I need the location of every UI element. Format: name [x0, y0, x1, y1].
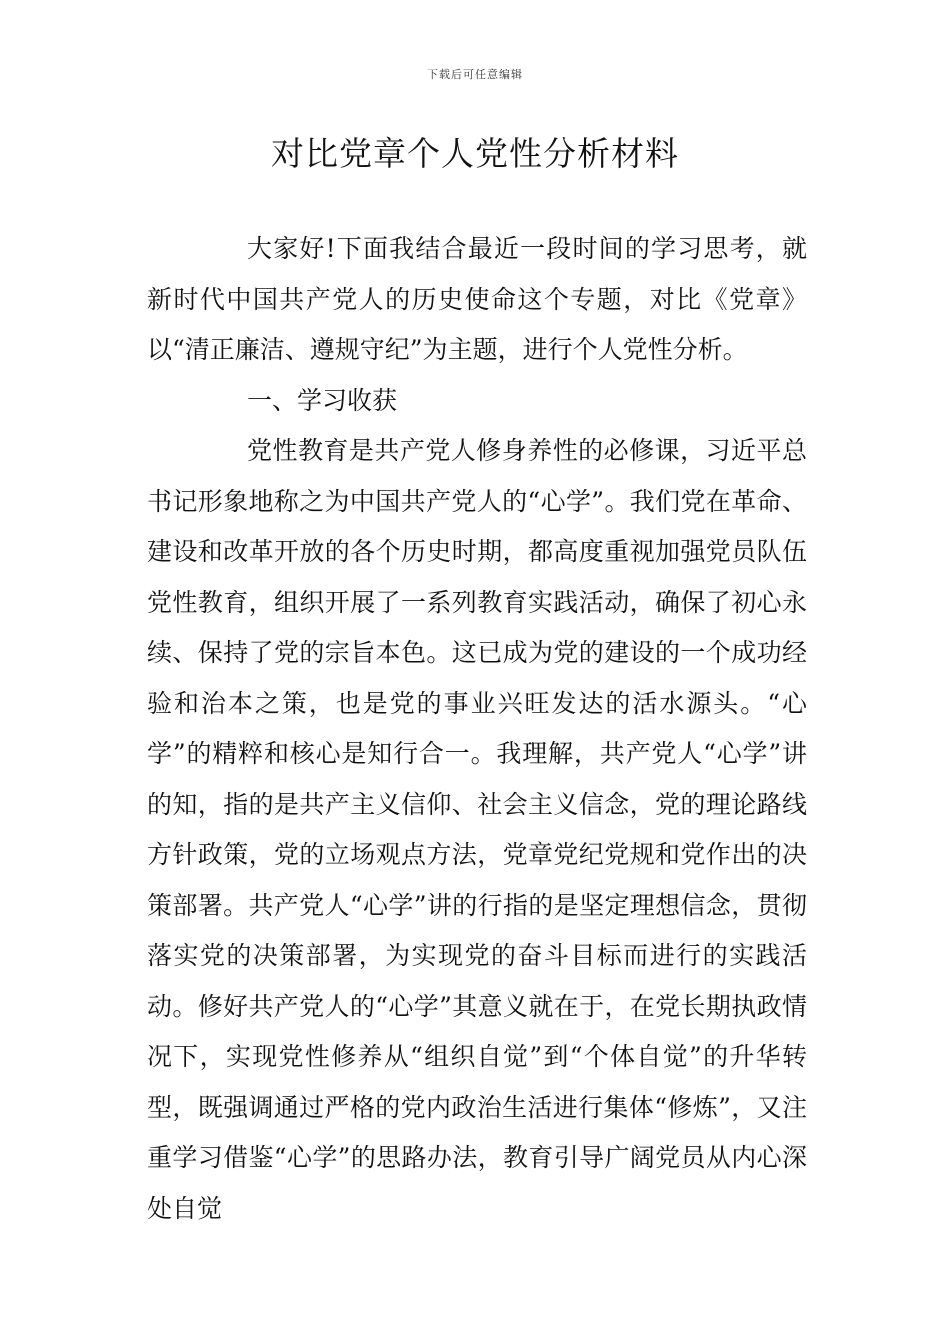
- paragraph-intro: 大家好!下面我结合最近一段时间的学习思考，就新时代中国共产党人的历史使命这个专题，对比《党章》以“清正廉洁、遵规守纪”为主题，进行个人党性分析。: [147, 234, 807, 364]
- paragraph-party-spirit: 党性教育是共产党人修身养性的必修课，习近平总书记形象地称之为中国共产党人的“心学”。我们党在革命、建设和改革开放的各个历史时期，都高度重视加强党员队伍党性教育，组织开展了一系列教育实践活动，确保了初心永续、保持了党的宗旨本色。这已成为党的建设的一个成功经验和治本之策，也是党的事业兴旺发达的活水源头。“心学”的精粹和核心是知行合一。我理解，共产党人“心学”讲的知，指的是共产主义信仰、社会主义信念，党的理论路线方针政策，党的立场观点方法，党章党纪党规和党作出的决策部署。共产党人“心学”讲的行指的是坚定理想信念，贯彻落实党的决策部署，为实现党的奋斗目标而进行的实践活动。修好共产党人的“心学”其意义就在于，在党长期执政情况下，实现党性修养从“组织自觉”到“个体自觉”的升华转型，既强调通过严格的党内政治生活进行集体“修炼”，又注重学习借鉴“心学”的思路办法，教育引导广阔党员从内心深处自觉: [147, 436, 807, 1223]
- document-body: [147, 224, 807, 1234]
- header-note: 下载后可任意编辑: [427, 68, 523, 81]
- document-title: 对比党章个人党性分析材料: [271, 134, 679, 173]
- section-heading-learning-gains: 一、学习收获: [247, 385, 398, 415]
